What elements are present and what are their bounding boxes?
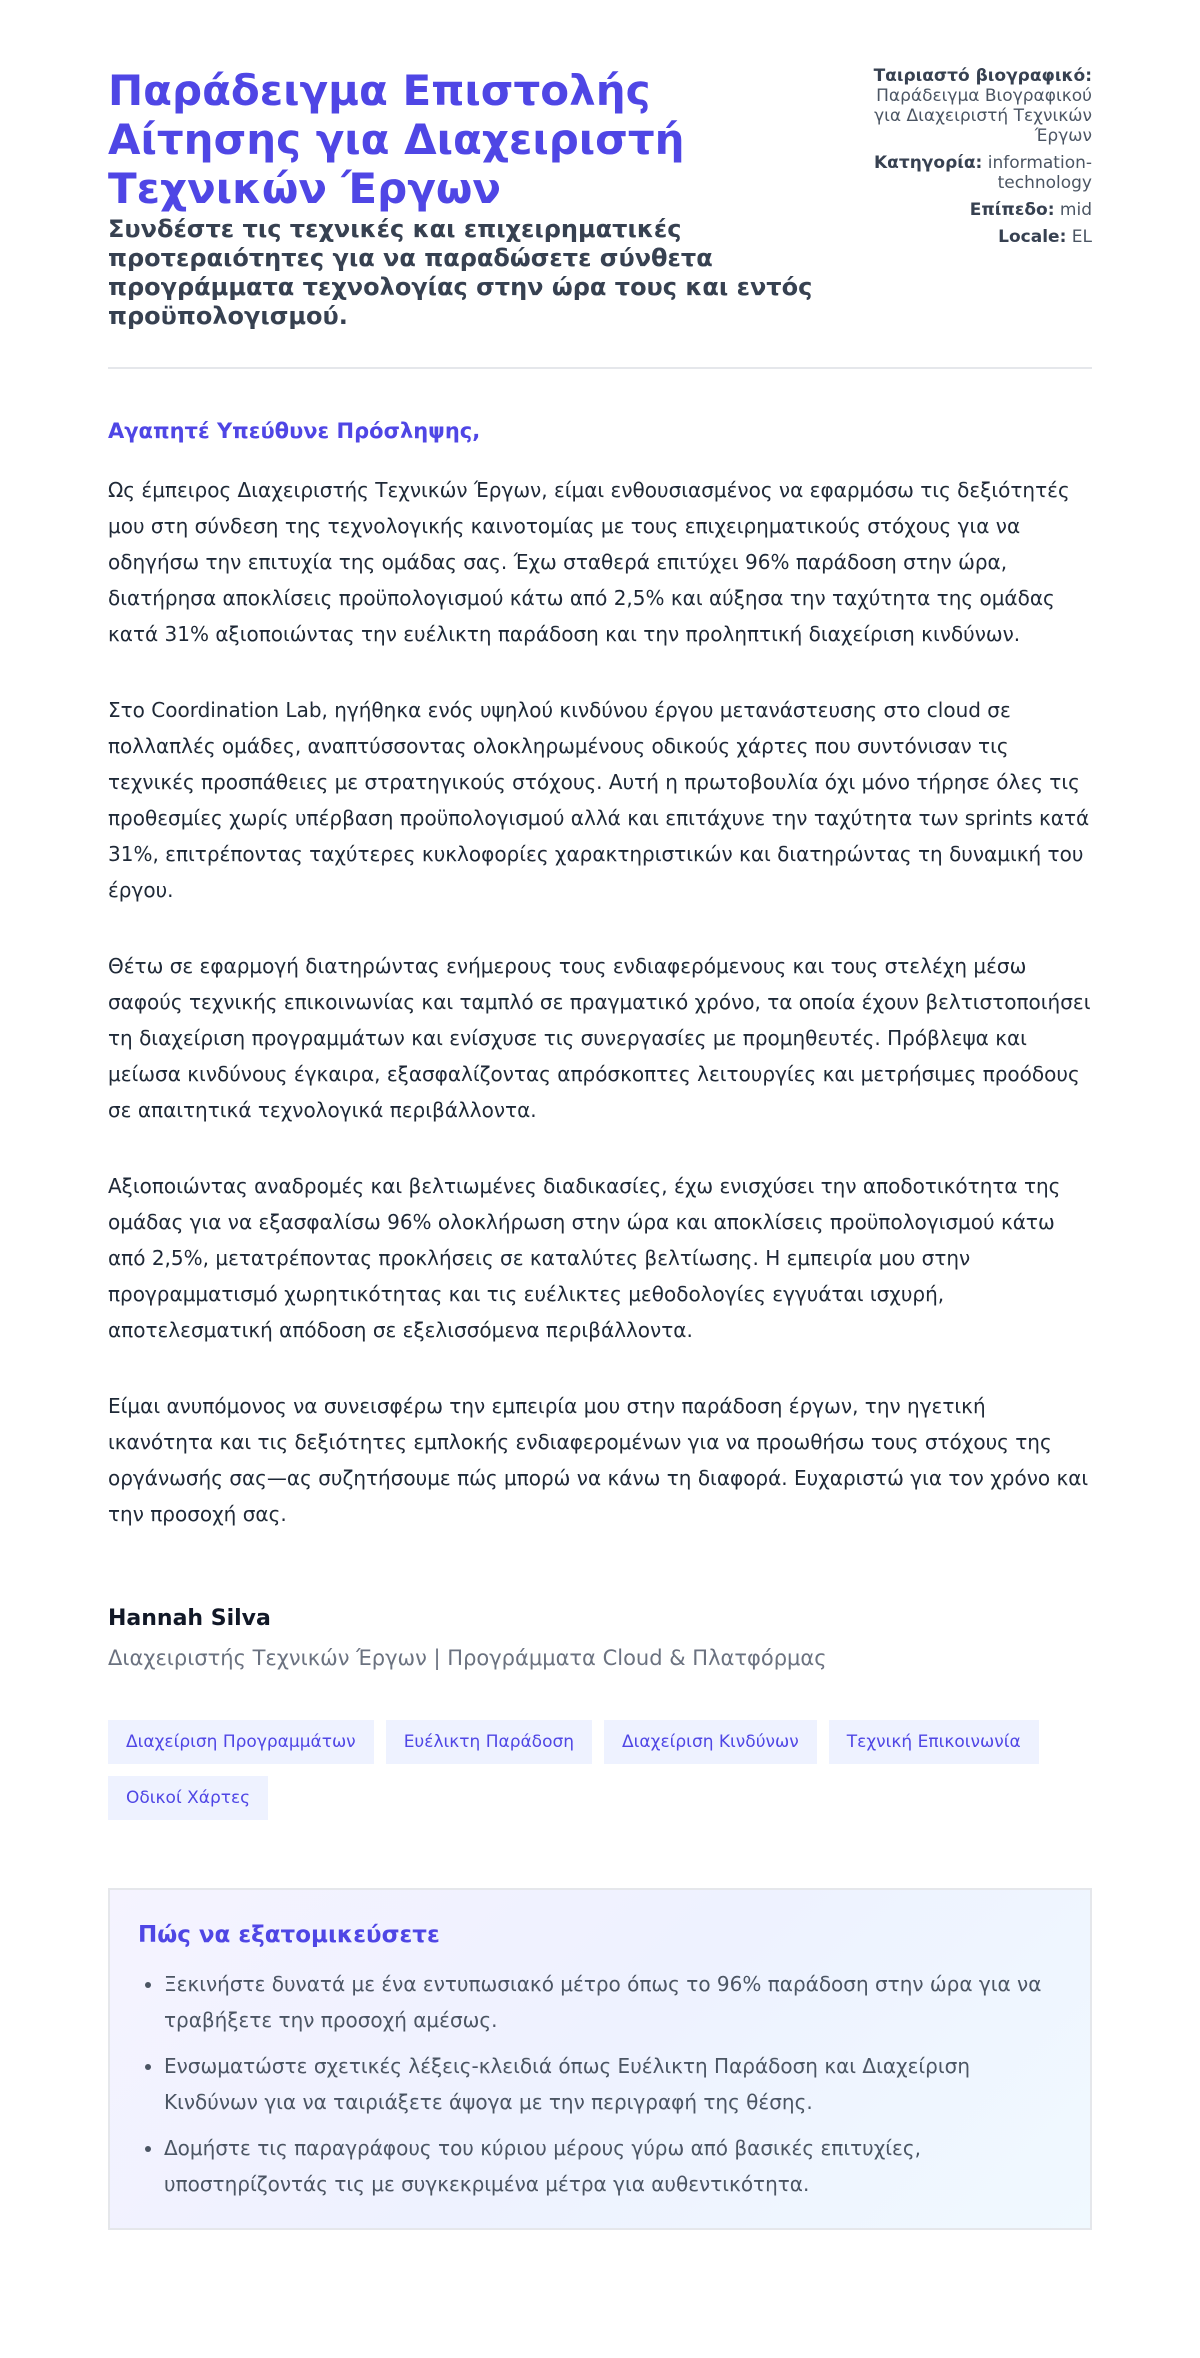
tip-item: • Ξεκινήστε δυνατά με ένα εντυπωσιακό μέτρο όπως το 96% παράδοση στην ώρα για να τραβήξετε την προσοχή αμέσως. <box>164 1966 1062 2038</box>
tip-item: • Ενσωματώστε σχετικές λέξεις-κλειδιά όπως Ευέλικτη Παράδοση και Διαχείριση Κινδύνων για να ταιριάξετε άψογα με την περιγραφή της θέσης. <box>164 2048 1062 2120</box>
skill-tag: Οδικοί Χάρτες <box>108 1776 268 1820</box>
meta-level-label: Επίπεδο: <box>969 200 1055 220</box>
skill-tags <box>108 1720 1092 1820</box>
meta-level-value: mid <box>1059 200 1092 220</box>
letter-greeting: Αγαπητέ Υπεύθυνε Πρόσληψης, <box>108 419 481 443</box>
tip-item: • Δομήστε τις παραγράφους του κύριου μέρους γύρω από βασικές επιτυχίες, υποστηρίζοντάς τις με συγκεκριμένα μέτρα για αυθεντικότητα. <box>164 2130 1062 2202</box>
meta-locale-label: Locale: <box>998 227 1067 247</box>
letter-paragraph-3: Θέτω σε εφαρμογή διατηρώντας ενήμερους τους ενδιαφερόμενους και τους στελέχη μέσω σαφούς τεχνικής επικοινωνίας και ταμπλό σε πραγματικό χρόνο, τα οποία έχουν βελτιστοποιήσει τη διαχείριση προγραμμάτων και ενίσχυσε τις συνεργασίες με προμηθευτές. Πρόβλεψα και μείωσα κινδύνους έγκαιρα, εξασφαλίζοντας απρόσκοπτες λειτουργίες και μετρήσιμες προόδους σε απαιτητικά τεχνολογικά περιβάλλοντα. <box>108 954 1091 1122</box>
header <box>108 66 1092 369</box>
letter-paragraph-2: Στο Coordination Lab, ηγήθηκα ενός υψηλού κινδύνου έργου μετανάστευσης στο cloud σε πολλαπλές ομάδες, αναπτύσσοντας ολοκληρωμένους οδικούς χάρτες που συντόνισαν τις τεχνικές προσπάθειες με στρατηγικούς στόχους. Αυτή η πρωτοβουλία όχι μόνο τήρησε όλες τις προθεσμίες χωρίς υπέρβαση προϋπολογισμού αλλά και επιτάχυνε την ταχύτητα των sprints κατά 31%, επιτρέποντας ταχύτερες κυκλοφορίες χαρακτηριστικών και διατηρώντας τη δυναμική του έργου. <box>108 698 1090 902</box>
meta-panel <box>852 66 1092 254</box>
letter-container <box>108 66 1092 2230</box>
meta-resume <box>852 66 1092 146</box>
tips-list <box>138 1966 1062 2202</box>
meta-category <box>852 153 1092 193</box>
skill-tag: Διαχείριση Προγραμμάτων <box>108 1720 374 1764</box>
letter-paragraph-1: Ως έμπειρος Διαχειριστής Τεχνικών Έργων, είμαι ενθουσιασμένος να εφαρμόσω τις δεξιότητές μου στη σύνδεση της τεχνολογικής καινοτομίας με τους επιχειρηματικούς στόχους για να οδηγήσω την επιτυχία της ομάδας σας. Έχω σταθερά επιτύχει 96% παράδοση στην ώρα, διατήρησα αποκλίσεις προϋπολογισμού κάτω από 2,5% και αύξησα την ταχύτητα της ομάδας κατά 31% αξιοποιώντας την ευέλικτη παράδοση και την προληπτική διαχείριση κινδύνων. <box>108 478 1070 646</box>
meta-category-value: information-technology <box>987 153 1092 193</box>
signature-role: Διαχειριστής Τεχνικών Έργων | Προγράμματα Cloud & Πλατφόρμας <box>108 1646 827 1670</box>
skill-tag: Ευέλικτη Παράδοση <box>386 1720 592 1764</box>
skill-tag: Τεχνική Επικοινωνία <box>829 1720 1039 1764</box>
page-subtitle: Συνδέστε τις τεχνικές και επιχειρηματικές προτεραιότητες για να παραδώσετε σύνθετα προγράμματα τεχνολογίας στην ώρα τους και εντός προϋπολογισμού. <box>108 215 813 330</box>
signature-name: Hannah Silva <box>108 1606 271 1631</box>
customize-tips-box <box>108 1888 1092 2230</box>
header-titles <box>108 66 828 331</box>
tips-title: Πώς να εξατομικεύσετε <box>138 1922 440 1948</box>
meta-resume-label: Ταιριαστό βιογραφικό: <box>873 66 1092 86</box>
letter-paragraph-5: Είμαι ανυπόμονος να συνεισφέρω την εμπειρία μου στην παράδοση έργων, την ηγετική ικανότητα και τις δεξιότητες εμπλοκής ενδιαφερομένων για να προωθήσω τους στόχους της οργάνωσής σας—ας συζητήσουμε πώς μπορώ να κάνω τη διαφορά. Ευχαριστώ για τον χρόνο και την προσοχή σας. <box>108 1394 1089 1526</box>
signature-block <box>108 1604 1092 1672</box>
page-title: Παράδειγμα Επιστολής Αίτησης για Διαχειριστή Τεχνικών Έργων <box>108 66 685 213</box>
meta-level <box>852 200 1092 220</box>
letter-paragraph-4: Αξιοποιώντας αναδρομές και βελτιωμένες διαδικασίες, έχω ενισχύσει την αποδοτικότητα της ομάδας για να εξασφαλίσω 96% ολοκλήρωση στην ώρα και αποκλίσεις προϋπολογισμού κάτω από 2,5%, μετατρέποντας προκλήσεις σε καταλύτες βελτίωσης. Η εμπειρία μου στην προγραμματισμό χωρητικότητας και τις ευέλικτες μεθοδολογίες εγγυάται ισχυρή, αποτελεσματική απόδοση σε εξελισσόμενα περιβάλλοντα. <box>108 1174 1061 1342</box>
meta-locale-value: EL <box>1071 227 1092 247</box>
meta-resume-value: Παράδειγμα Βιογραφικού για Διαχειριστή Τεχνικών Έργων <box>874 86 1092 146</box>
skill-tag: Διαχείριση Κινδύνων <box>604 1720 817 1764</box>
meta-locale <box>852 227 1092 247</box>
meta-category-label: Κατηγορία: <box>874 153 983 173</box>
